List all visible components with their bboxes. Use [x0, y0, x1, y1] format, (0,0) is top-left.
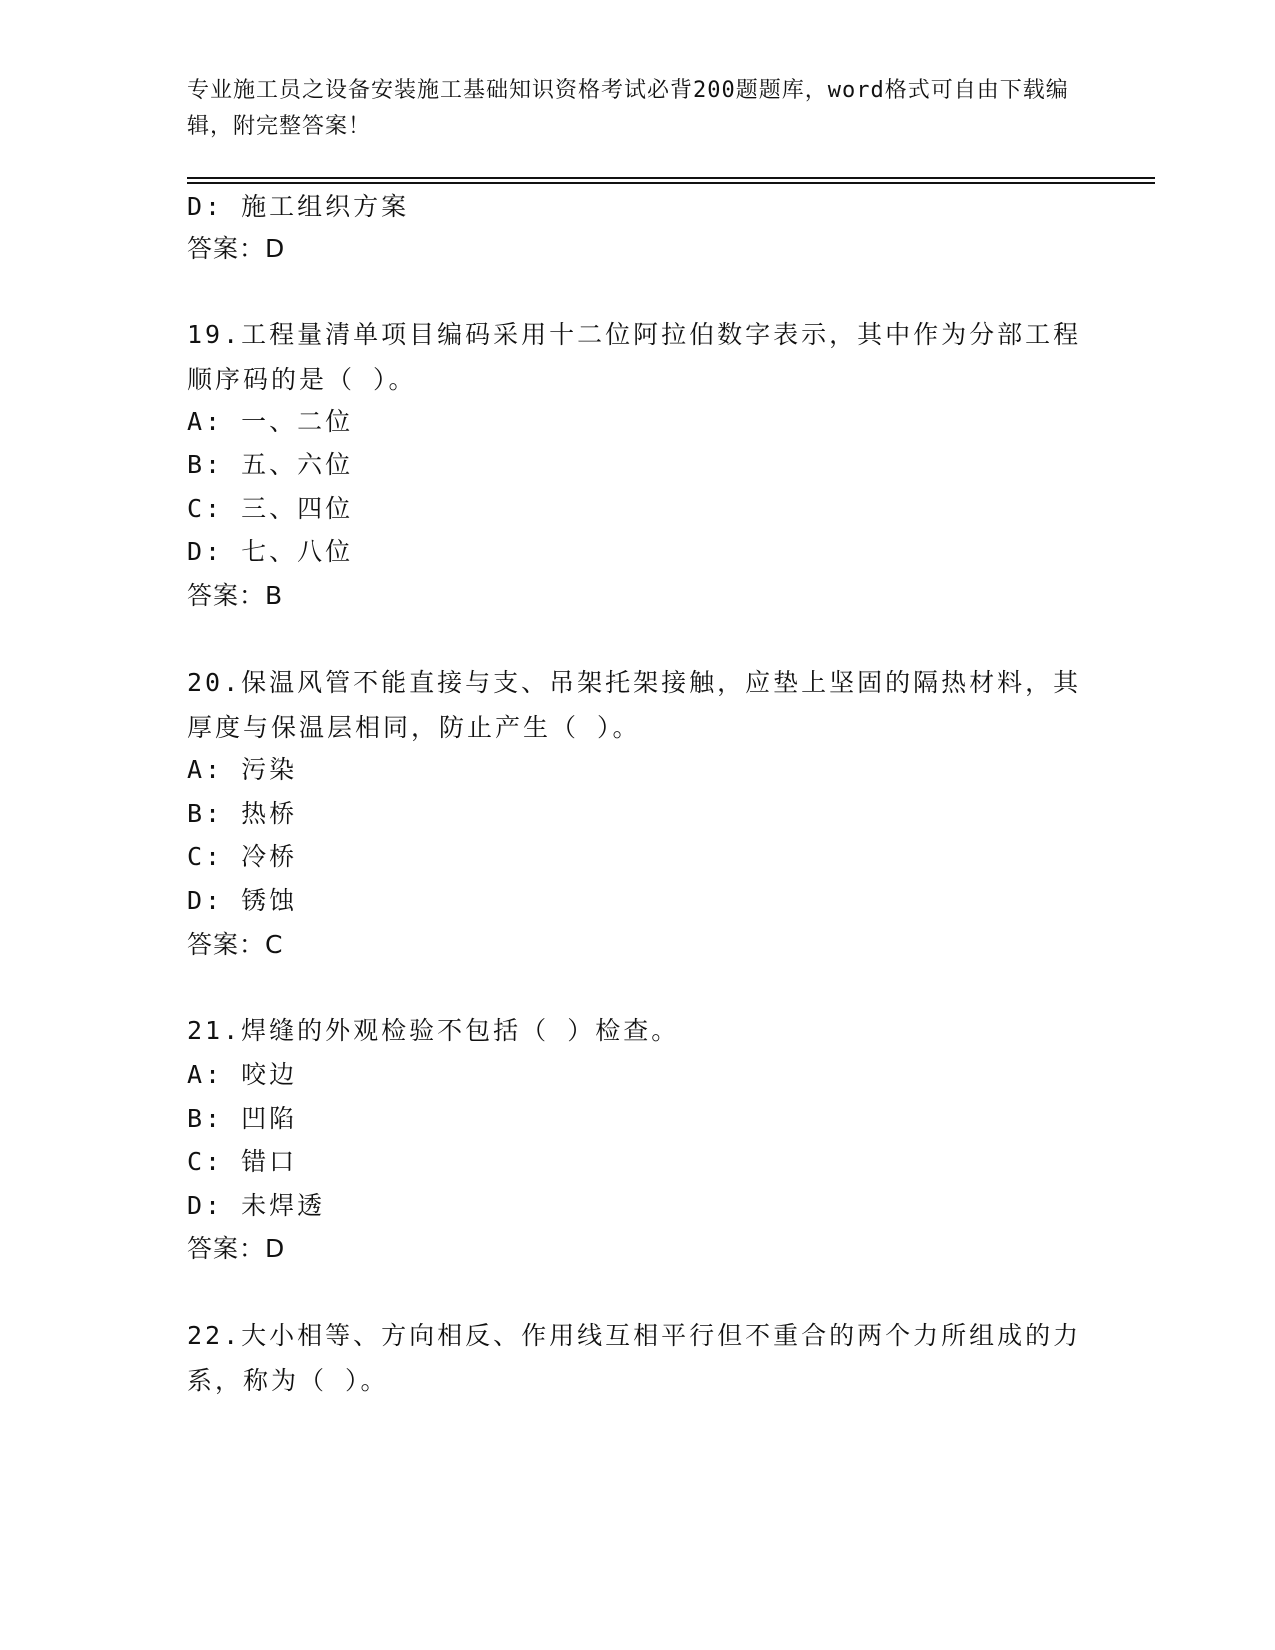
question-19-option-c: C: 三、四位	[187, 494, 354, 523]
question-20-option-d: D: 锈蚀	[187, 886, 298, 915]
question-20-option-b: B: 热桥	[187, 799, 298, 828]
question-21-option-c: C: 错口	[187, 1147, 298, 1176]
question-22-stem: 22.大小相等、方向相反、作用线互相平行但不重合的两个力所组成的力系，称为（ ）。	[187, 1321, 1082, 1395]
question-19-option-b: B: 五、六位	[187, 450, 354, 479]
question-21-answer: 答案：D	[187, 1234, 286, 1263]
header-divider-bottom	[187, 182, 1155, 184]
question-19-option-d: D: 七、八位	[187, 537, 354, 566]
question-18-answer: 答案：D	[187, 234, 286, 263]
question-21-option-b: B: 凹陷	[187, 1104, 298, 1133]
question-21-option-d: D: 未焊透	[187, 1191, 326, 1220]
question-20-option-a: A: 污染	[187, 755, 298, 784]
question-20-stem: 20.保温风管不能直接与支、吊架托架接触，应垫上坚固的隔热材料，其厚度与保温层相同，防止产生（ ）。	[187, 668, 1082, 742]
question-20-answer: 答案：C	[187, 930, 284, 959]
header-divider-top	[187, 177, 1155, 179]
question-21-option-a: A: 咬边	[187, 1060, 298, 1089]
question-19-answer: 答案：B	[187, 581, 284, 610]
question-21-stem: 21.焊缝的外观检验不包括（ ）检查。	[187, 1016, 680, 1045]
question-18-option-d: D: 施工组织方案	[187, 192, 410, 221]
question-19-option-a: A: 一、二位	[187, 407, 354, 436]
document-header: 专业施工员之设备安装施工基础知识资格考试必背200题题库，word格式可自由下载编辑，附完整答案！	[187, 78, 1069, 139]
question-19-stem: 19.工程量清单项目编码采用十二位阿拉伯数字表示，其中作为分部工程顺序码的是（ ）。	[187, 320, 1082, 394]
question-20-option-c: C: 冷桥	[187, 842, 298, 871]
